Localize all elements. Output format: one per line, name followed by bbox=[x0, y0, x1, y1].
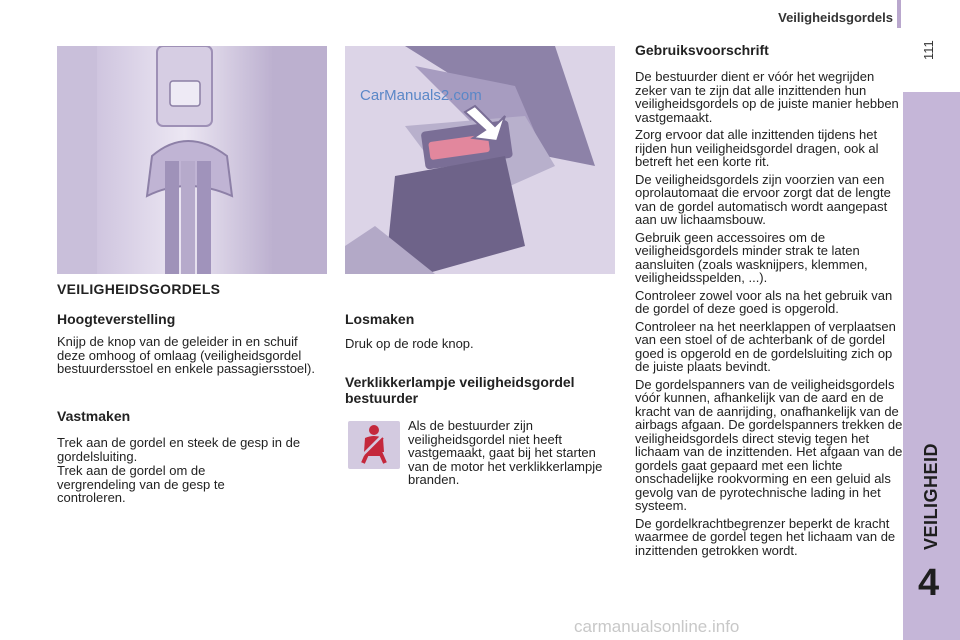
warning-lamp-heading: Verklikkerlampje veiligheidsgordel bestuurder bbox=[345, 374, 575, 406]
fasten-heading: Vastmaken bbox=[57, 408, 131, 424]
release-text: Druk op de rode knop. bbox=[345, 336, 474, 351]
chapter-section-label: VEILIGHEID bbox=[921, 442, 941, 550]
belt-height-adjuster-photo bbox=[57, 46, 327, 274]
watermark-top: CarManuals2.com bbox=[360, 87, 482, 104]
chapter-number: 4 bbox=[918, 562, 940, 604]
header-divider bbox=[897, 0, 901, 28]
usage-paragraph: De veiligheidsgordels zijn voorzien van een oprolautomaat die ervoor zorgt dat de lengte van de gordel automatisch wordt aangepast aan uw lichaamsbouw. bbox=[635, 171, 891, 227]
buckle-release-photo bbox=[345, 46, 615, 274]
seatbelt-warning-icon bbox=[348, 421, 400, 469]
usage-paragraph: De gordelspanners van de veiligheidsgordels vóór kunnen, afhankelijk van de aard en de kracht van de aanrijding, onafhankelijk van de airbags afgaan. De gordelspanners trekken de veiligheidsgordels direct stevig tegen het lichaam van de inzittenden. Het afgaan van de gordels gaat gepaard met een lichte onschadelijke rookvorming en een geluid als gevolg van de pyrotechnische lading in het systeem. bbox=[635, 376, 903, 513]
usage-paragraph: Zorg ervoor dat alle inzittenden tijdens het rijden hun veiligheidsgordel dragen, ook al betreft het een korte rit. bbox=[635, 127, 879, 169]
seatbelt-warning-icon-glyph bbox=[348, 421, 400, 469]
fasten-text-2: Trek aan de gordel om de vergrendeling van de gesp te controleren. bbox=[57, 463, 225, 505]
height-adjust-text: Knijp de knop van de geleider in en schuif deze omhoog of omlaag (veiligheidsgordel bestuurdersstoel en enkele passagiersstoel). bbox=[57, 334, 315, 376]
usage-paragraph: Controleer na het neerklappen of verplaatsen van een stoel of de achterbank of de gordel goed is opgerold en de gordelsluiting zich op de juiste plaats bevindt. bbox=[635, 318, 896, 374]
usage-paragraph: De gordelkrachtbegrenzer beperkt de kracht waarmee de gordel tegen het lichaam van de inzittenden getrokken wordt. bbox=[635, 515, 896, 558]
usage-paragraph: Gebruik geen accessoires om de veiligheidsgordels minder strak te laten aansluiten (zoals wasknijpers, klemmen, veiligheidsspelden, ...). bbox=[635, 229, 868, 285]
buckle-illustration bbox=[345, 46, 615, 274]
height-adjust-heading: Hoogteverstelling bbox=[57, 311, 176, 327]
watermark-bottom: carmanualsonline.info bbox=[574, 617, 740, 636]
warning-lamp-text: Als de bestuurder zijn veiligheidsgordel niet heeft vastgemaakt, gaat bij het starten van de motor het verklikkerlampje branden. bbox=[408, 418, 603, 487]
chapter-side-tab bbox=[903, 92, 960, 640]
fasten-text-1: Trek aan de gordel en steek de gesp in de gordelsluiting. bbox=[57, 435, 301, 464]
release-heading: Losmaken bbox=[345, 311, 415, 327]
main-section-heading: VEILIGHEIDSGORDELS bbox=[57, 281, 221, 297]
belt-height-adjuster-illustration bbox=[57, 46, 327, 274]
usage-instructions-body bbox=[635, 70, 903, 561]
page-header-title: Veiligheidsgordels bbox=[778, 10, 893, 25]
usage-instructions-heading: Gebruiksvoorschrift bbox=[635, 42, 769, 58]
page-number: 111 bbox=[921, 40, 936, 60]
usage-paragraph: Controleer zowel voor als na het gebruik van de gordel of deze goed is opgerold. bbox=[635, 287, 893, 316]
usage-paragraph: De bestuurder dient er vóór het wegrijden zeker van te zijn dat alle inzittenden hun veiligheidsgordels op de juiste manier hebben vastgemaakt. bbox=[635, 69, 899, 125]
